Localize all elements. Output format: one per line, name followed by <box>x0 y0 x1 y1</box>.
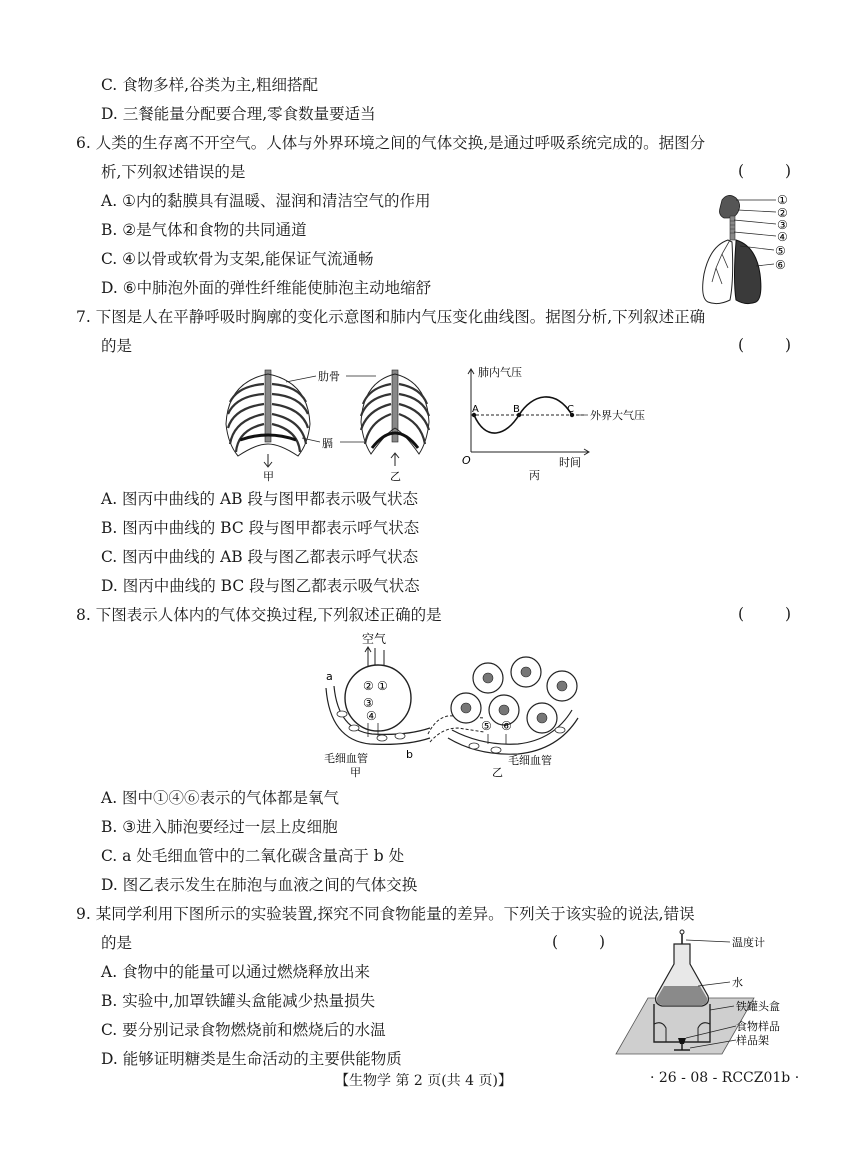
head-outline <box>720 195 740 218</box>
gas-exchange-figure <box>320 630 580 778</box>
q8-stem: 8. 下图表示人体内的气体交换过程,下列叙述正确的是 <box>76 606 442 624</box>
stand-label: 样品架 <box>736 1034 769 1047</box>
label-6: ⑥ <box>775 258 786 272</box>
right-lung-shape <box>735 240 761 304</box>
can-label: 铁罐头盒 <box>736 1000 780 1013</box>
q9-answer-paren: ( ) <box>552 933 624 951</box>
q9-stem-line2: 的是 <box>101 934 133 952</box>
q8-option-d: D. 图乙表示发生在肺泡与血液之间的气体交换 <box>101 876 418 894</box>
q6-option-d: D. ⑥中肺泡外面的弹性纤维能使肺泡主动地缩舒 <box>101 279 432 297</box>
jia-label: 甲 <box>263 470 274 482</box>
capillary-left-label: 毛细血管 <box>324 752 368 765</box>
q7-stem-line1: 7. 下图是人在平静呼吸时胸廓的变化示意图和肺内气压变化曲线图。据图分析,下列叙述正确 <box>76 308 706 326</box>
point-a-marker: a <box>326 670 333 683</box>
yi-label: 乙 <box>390 470 401 482</box>
point-b-label: B <box>513 404 520 415</box>
q6-option-a: A. ①内的黏膜具有温暖、湿润和清洁空气的作用 <box>101 192 431 210</box>
q8-option-b: B. ③进入肺泡要经过一层上皮细胞 <box>101 818 338 836</box>
page-footer-center: 【生物学 第 2 页(共 4 页)】 <box>335 1073 512 1089</box>
q7-answer-paren: ( ) <box>738 336 810 354</box>
rib-label: 肋骨 <box>318 370 340 383</box>
x-axis-label: 时间 <box>559 456 581 469</box>
pressure-chart <box>462 365 645 482</box>
q8-answer-paren: ( ) <box>738 605 810 623</box>
thorax-yi <box>361 370 429 466</box>
respiratory-system-figure <box>696 190 796 315</box>
label-c5: ⑤ <box>481 719 492 733</box>
q8-option-a: A. 图中①④⑥表示的气体都是氧气 <box>101 789 340 807</box>
q7-stem-line2: 的是 <box>101 337 133 355</box>
label-c4: ④ <box>366 709 377 723</box>
q6-answer-paren: ( ) <box>738 162 810 180</box>
point-b-marker: b <box>406 748 413 761</box>
q5-option-d: D. 三餐能量分配要合理,零食数量要适当 <box>101 105 376 123</box>
q8-option-c: C. a 处毛细血管中的二氧化碳含量高于 b 处 <box>101 847 405 865</box>
q7-option-d: D. 图丙中曲线的 BC 段与图乙都表示吸气状态 <box>101 577 420 595</box>
q5-option-c: C. 食物多样,谷类为主,粗细搭配 <box>101 76 319 94</box>
origin-label: O <box>462 454 471 467</box>
label-3: ③ <box>777 218 788 232</box>
air-label: 空气 <box>362 632 387 646</box>
label-5: ⑤ <box>775 244 786 258</box>
label-c3: ③ <box>363 696 374 710</box>
q9-option-c: C. 要分别记录食物燃烧前和燃烧后的水温 <box>101 1021 386 1039</box>
label-c6: ⑥ <box>501 719 512 733</box>
thermometer-label: 温度计 <box>732 936 765 949</box>
sample-label: 食物样品 <box>736 1020 780 1033</box>
water-label: 水 <box>732 976 743 989</box>
trachea-shape <box>730 216 735 240</box>
water-fill <box>657 986 707 1005</box>
bing-label: 丙 <box>529 469 540 482</box>
q9-option-b: B. 实验中,加罩铁罐头盒能减少热量损失 <box>101 992 376 1010</box>
q6-stem-line2: 析,下列叙述错误的是 <box>101 163 246 181</box>
point-c-label: C <box>567 404 574 415</box>
q6-option-b: B. ②是气体和食物的共同通道 <box>101 221 307 239</box>
label-c1: ① <box>377 679 388 693</box>
label-2: ② <box>777 206 788 220</box>
atmospheric-pressure-label: 外界大气压 <box>590 409 645 422</box>
food-energy-apparatus-figure <box>612 924 802 1064</box>
q7-option-b: B. 图丙中曲线的 BC 段与图甲都表示呼气状态 <box>101 519 420 537</box>
capillary-right-label: 毛细血管 <box>508 754 552 767</box>
page-footer-code: · 26 - 08 - RCCZ01b · <box>650 1070 800 1086</box>
thorax-jia <box>226 370 310 467</box>
thorax-and-pressure-figure <box>216 362 666 482</box>
alveolus-shape <box>345 665 411 731</box>
q7-option-c: C. 图丙中曲线的 AB 段与图乙都表示呼气状态 <box>101 548 419 566</box>
yi-label: 乙 <box>492 766 503 778</box>
diaphragm-label: 膈 <box>322 437 333 450</box>
label-1: ① <box>777 193 788 207</box>
q6-stem-line1: 6. 人类的生存离不开空气。人体与外界环境之间的气体交换,是通过呼吸系统完成的。据图分 <box>76 134 706 152</box>
q6-option-c: C. ④以骨或软骨为支架,能保证气流通畅 <box>101 250 374 268</box>
label-4: ④ <box>777 230 788 244</box>
q7-option-a: A. 图丙中曲线的 AB 段与图甲都表示吸气状态 <box>101 490 418 508</box>
q9-stem-line1: 9. 某同学利用下图所示的实验装置,探究不同食物能量的差异。下列关于该实验的说法,错误 <box>76 905 695 923</box>
q9-option-d: D. 能够证明糖类是生命活动的主要供能物质 <box>101 1050 402 1068</box>
y-axis-label: 肺内气压 <box>478 366 522 379</box>
point-a-label: A <box>472 404 479 415</box>
label-c2: ② <box>363 679 374 693</box>
q9-option-a: A. 食物中的能量可以通过燃烧释放出来 <box>101 963 371 981</box>
jia-label: 甲 <box>350 766 361 778</box>
